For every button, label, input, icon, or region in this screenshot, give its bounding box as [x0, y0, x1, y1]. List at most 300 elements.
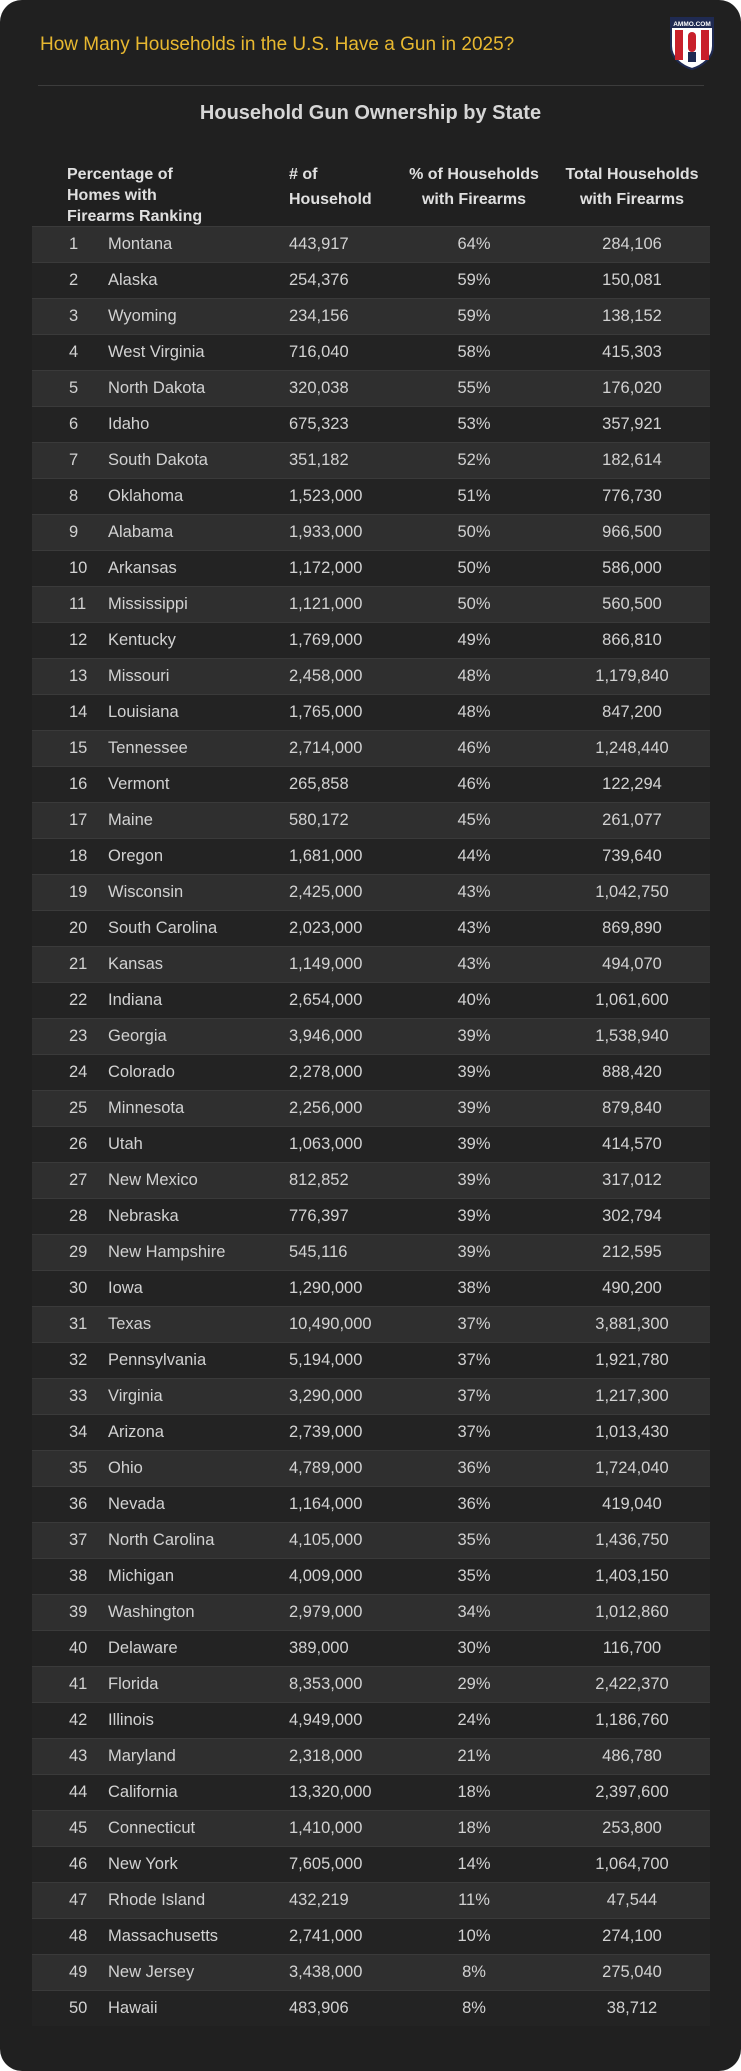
state-cell: Vermont [108, 775, 170, 793]
households-cell: 4,789,000 [289, 1459, 363, 1477]
total-cell: 1,179,840 [595, 667, 669, 685]
households-cell: 432,219 [289, 1891, 349, 1909]
rank-cell: 44 [69, 1783, 88, 1801]
total-cell: 261,077 [602, 811, 662, 829]
total-cell: 212,595 [602, 1243, 662, 1261]
households-cell: 13,320,000 [289, 1783, 372, 1801]
households-cell: 320,038 [289, 379, 349, 397]
rank-cell: 2 [69, 271, 79, 289]
table-row [32, 550, 710, 586]
table-row [32, 910, 710, 946]
table-row [32, 1054, 710, 1090]
total-cell: 182,614 [602, 451, 662, 469]
rank-cell: 10 [69, 559, 88, 577]
households-cell: 2,278,000 [289, 1063, 363, 1081]
total-cell: 1,248,440 [595, 739, 669, 757]
rank-cell: 38 [69, 1567, 88, 1585]
state-cell: Arizona [108, 1423, 164, 1441]
percent-cell: 14% [457, 1855, 491, 1873]
state-cell: Connecticut [108, 1819, 196, 1837]
rank-cell: 21 [69, 955, 88, 973]
percent-cell: 39% [457, 1171, 491, 1189]
total-cell: 419,040 [602, 1495, 662, 1513]
total-cell: 586,000 [602, 559, 662, 577]
households-cell: 2,023,000 [289, 919, 363, 937]
total-cell: 1,403,150 [595, 1567, 669, 1585]
percent-cell: 37% [457, 1423, 491, 1441]
table-row [32, 838, 710, 874]
state-cell: New York [108, 1855, 178, 1873]
rank-cell: 4 [69, 343, 79, 361]
percent-cell: 37% [457, 1351, 491, 1369]
households-cell: 545,116 [289, 1243, 348, 1261]
rank-cell: 50 [69, 1999, 88, 2017]
table-row [32, 1522, 710, 1558]
percent-cell: 35% [457, 1531, 491, 1549]
percent-cell: 55% [457, 379, 491, 397]
table-row [32, 1558, 710, 1594]
table-row [32, 406, 710, 442]
state-cell: Indiana [108, 991, 163, 1009]
rank-cell: 49 [69, 1963, 88, 1981]
percent-cell: 39% [457, 1063, 491, 1081]
rank-cell: 15 [69, 739, 88, 757]
percent-cell: 34% [457, 1603, 491, 1621]
rank-cell: 8 [69, 487, 79, 505]
households-cell: 2,739,000 [289, 1423, 363, 1441]
state-cell: Michigan [108, 1567, 175, 1585]
state-cell: Louisiana [108, 703, 179, 721]
state-cell: Florida [108, 1675, 159, 1693]
total-cell: 847,200 [602, 703, 662, 721]
total-cell: 302,794 [602, 1207, 662, 1225]
total-cell: 138,152 [602, 307, 662, 325]
state-cell: Massachusetts [108, 1927, 219, 1945]
households-cell: 2,256,000 [289, 1099, 363, 1117]
state-cell: Alabama [108, 523, 174, 541]
households-cell: 2,425,000 [289, 883, 363, 901]
table-row [32, 1090, 710, 1126]
households-cell: 265,858 [289, 775, 349, 793]
rank-cell: 27 [69, 1171, 88, 1189]
households-cell: 2,458,000 [289, 667, 363, 685]
table-row [32, 1594, 710, 1630]
table-row [32, 442, 710, 478]
table-row [32, 1198, 710, 1234]
households-cell: 1,523,000 [289, 487, 363, 505]
total-cell: 560,500 [602, 595, 662, 613]
table-row [32, 1702, 710, 1738]
total-cell: 38,712 [606, 1999, 658, 2017]
state-cell: California [108, 1783, 178, 1801]
rank-cell: 35 [69, 1459, 88, 1477]
rank-cell: 36 [69, 1495, 88, 1513]
state-cell: Rhode Island [108, 1891, 206, 1909]
state-cell: South Carolina [108, 919, 218, 937]
state-cell: Wyoming [108, 307, 177, 325]
percent-cell: 38% [457, 1279, 491, 1297]
percent-cell: 43% [457, 919, 491, 937]
households-cell: 3,290,000 [289, 1387, 363, 1405]
state-cell: Oklahoma [108, 487, 184, 505]
total-cell: 415,303 [602, 343, 662, 361]
rank-cell: 47 [69, 1891, 88, 1909]
rank-cell: 41 [69, 1675, 88, 1693]
state-cell: Illinois [108, 1711, 154, 1729]
households-cell: 2,714,000 [289, 739, 363, 757]
state-cell: Virginia [108, 1387, 163, 1405]
rank-cell: 25 [69, 1099, 88, 1117]
households-cell: 776,397 [289, 1207, 349, 1225]
rank-cell: 30 [69, 1279, 88, 1297]
state-cell: Nevada [108, 1495, 165, 1513]
households-cell: 4,105,000 [289, 1531, 363, 1549]
table-row [32, 1018, 710, 1054]
rank-cell: 9 [69, 523, 79, 541]
percent-cell: 36% [457, 1495, 491, 1513]
state-cell: Hawaii [108, 1999, 158, 2017]
rank-cell: 23 [69, 1027, 88, 1045]
total-cell: 317,012 [602, 1171, 662, 1189]
rank-cell: 1 [69, 235, 79, 253]
total-cell: 3,881,300 [595, 1315, 669, 1333]
total-cell: 1,042,750 [595, 883, 669, 901]
total-cell: 1,061,600 [595, 991, 669, 1009]
column-header-ranking-line: Percentage of [67, 166, 173, 183]
total-cell: 47,544 [606, 1891, 658, 1909]
state-cell: Washington [108, 1603, 195, 1621]
table-row [32, 1342, 710, 1378]
table-row [32, 1378, 710, 1414]
households-cell: 8,353,000 [289, 1675, 363, 1693]
percent-cell: 30% [457, 1639, 491, 1657]
rank-cell: 24 [69, 1063, 88, 1081]
percent-cell: 64% [457, 235, 491, 253]
state-cell: Oregon [108, 847, 164, 865]
table-row [32, 514, 710, 550]
rank-cell: 45 [69, 1819, 88, 1837]
state-cell: West Virginia [108, 343, 205, 361]
state-cell: Iowa [108, 1279, 143, 1297]
total-cell: 879,840 [602, 1099, 662, 1117]
rank-cell: 12 [69, 631, 88, 649]
households-cell: 1,149,000 [289, 955, 363, 973]
table-row [32, 982, 710, 1018]
percent-cell: 50% [457, 559, 491, 577]
table-row [32, 298, 710, 334]
table-row [32, 694, 710, 730]
total-cell: 275,040 [602, 1963, 662, 1981]
total-cell: 1,921,780 [595, 1351, 669, 1369]
column-header-total-line: with Firearms [579, 191, 685, 208]
state-cell: Pennsylvania [108, 1351, 207, 1369]
rank-cell: 18 [69, 847, 88, 865]
total-cell: 486,780 [602, 1747, 662, 1765]
state-cell: Ohio [108, 1459, 143, 1477]
percent-cell: 29% [457, 1675, 491, 1693]
households-cell: 2,318,000 [289, 1747, 363, 1765]
table-row [32, 1774, 710, 1810]
state-cell: Tennessee [108, 739, 188, 757]
households-cell: 3,438,000 [289, 1963, 363, 1981]
logo-text: AMMO.COM [673, 21, 711, 28]
table-row [32, 1918, 710, 1954]
column-header-percent-line: with Firearms [421, 191, 527, 208]
percent-cell: 43% [457, 883, 491, 901]
percent-cell: 39% [457, 1135, 491, 1153]
rank-cell: 40 [69, 1639, 88, 1657]
percent-cell: 48% [457, 667, 491, 685]
total-cell: 357,921 [602, 415, 662, 433]
state-cell: Georgia [108, 1027, 167, 1045]
percent-cell: 40% [457, 991, 491, 1009]
table-row [32, 370, 710, 406]
percent-cell: 18% [457, 1819, 491, 1837]
households-cell: 4,949,000 [289, 1711, 363, 1729]
percent-cell: 53% [457, 415, 491, 433]
households-cell: 1,164,000 [289, 1495, 363, 1513]
rank-cell: 19 [69, 883, 88, 901]
percent-cell: 8% [462, 1963, 486, 1981]
households-cell: 483,906 [289, 1999, 349, 2017]
table-row [32, 1414, 710, 1450]
percent-cell: 46% [457, 739, 491, 757]
table-row [32, 874, 710, 910]
total-cell: 176,020 [602, 379, 662, 397]
column-header-total [552, 164, 712, 210]
state-cell: Texas [108, 1315, 152, 1333]
table-row [32, 1450, 710, 1486]
rank-cell: 37 [69, 1531, 88, 1549]
percent-cell: 50% [457, 523, 491, 541]
total-cell: 1,012,860 [595, 1603, 669, 1621]
table-row [32, 1630, 710, 1666]
total-cell: 2,422,370 [595, 1675, 669, 1693]
table-row [32, 334, 710, 370]
state-cell: Wisconsin [108, 883, 184, 901]
total-cell: 1,724,040 [595, 1459, 669, 1477]
households-cell: 1,769,000 [289, 631, 363, 649]
total-cell: 1,013,430 [595, 1423, 669, 1441]
percent-cell: 46% [457, 775, 491, 793]
rank-cell: 43 [69, 1747, 88, 1765]
column-header-total-line: Total Households [565, 166, 699, 183]
percent-cell: 37% [457, 1315, 491, 1333]
households-cell: 10,490,000 [289, 1315, 372, 1333]
state-cell: Mississippi [108, 595, 188, 613]
total-cell: 494,070 [602, 955, 662, 973]
table-row [32, 1846, 710, 1882]
households-cell: 675,323 [289, 415, 349, 433]
total-cell: 274,100 [602, 1927, 662, 1945]
rank-cell: 48 [69, 1927, 88, 1945]
table-row [32, 586, 710, 622]
state-cell: North Dakota [108, 379, 206, 397]
households-cell: 580,172 [289, 811, 349, 829]
rank-cell: 46 [69, 1855, 88, 1873]
state-cell: Montana [108, 235, 173, 253]
households-cell: 7,605,000 [289, 1855, 363, 1873]
total-cell: 2,397,600 [595, 1783, 669, 1801]
table-row [32, 658, 710, 694]
households-cell: 5,194,000 [289, 1351, 363, 1369]
households-cell: 443,917 [289, 235, 349, 253]
table-row [32, 1306, 710, 1342]
rank-cell: 29 [69, 1243, 88, 1261]
rank-cell: 17 [69, 811, 88, 829]
percent-cell: 39% [457, 1027, 491, 1045]
state-cell: New Jersey [108, 1963, 195, 1981]
households-cell: 1,410,000 [289, 1819, 363, 1837]
table-row [32, 766, 710, 802]
percent-cell: 49% [457, 631, 491, 649]
table-row [32, 1126, 710, 1162]
total-cell: 866,810 [602, 631, 662, 649]
percent-cell: 39% [457, 1207, 491, 1225]
percent-cell: 24% [457, 1711, 491, 1729]
rank-cell: 42 [69, 1711, 88, 1729]
state-cell: Minnesota [108, 1099, 185, 1117]
column-header-ranking [67, 164, 202, 227]
rank-cell: 11 [69, 595, 87, 613]
percent-cell: 51% [457, 487, 491, 505]
state-cell: North Carolina [108, 1531, 215, 1549]
households-cell: 1,933,000 [289, 523, 363, 541]
rank-cell: 34 [69, 1423, 88, 1441]
rank-cell: 13 [69, 667, 88, 685]
rank-cell: 32 [69, 1351, 88, 1369]
percent-cell: 21% [457, 1747, 491, 1765]
table-row [32, 1738, 710, 1774]
state-cell: Delaware [108, 1639, 178, 1657]
table-row [32, 1234, 710, 1270]
households-cell: 1,681,000 [289, 847, 363, 865]
rank-cell: 5 [69, 379, 79, 397]
table-row [32, 1882, 710, 1918]
percent-cell: 36% [457, 1459, 491, 1477]
table-row [32, 1270, 710, 1306]
rank-cell: 14 [69, 703, 88, 721]
ownership-table [32, 226, 710, 2026]
percent-cell: 45% [457, 811, 491, 829]
state-cell: Alaska [108, 271, 158, 289]
total-cell: 1,436,750 [595, 1531, 669, 1549]
total-cell: 966,500 [602, 523, 662, 541]
table-row [32, 1666, 710, 1702]
table-row [32, 802, 710, 838]
households-cell: 234,156 [289, 307, 349, 325]
table-row [32, 1486, 710, 1522]
percent-cell: 59% [457, 307, 491, 325]
rank-cell: 3 [69, 307, 79, 325]
state-cell: Maine [108, 811, 153, 829]
total-cell: 739,640 [602, 847, 662, 865]
rank-cell: 16 [69, 775, 88, 793]
state-cell: Utah [108, 1135, 143, 1153]
households-cell: 3,946,000 [289, 1027, 363, 1045]
total-cell: 414,570 [602, 1135, 662, 1153]
households-cell: 4,009,000 [289, 1567, 363, 1585]
percent-cell: 37% [457, 1387, 491, 1405]
column-header-ranking-line: Firearms Ranking [67, 208, 203, 225]
percent-cell: 10% [457, 1927, 491, 1945]
total-cell: 116,700 [602, 1639, 662, 1657]
total-cell: 1,064,700 [595, 1855, 669, 1873]
rank-cell: 31 [69, 1315, 88, 1333]
percent-cell: 39% [457, 1099, 491, 1117]
households-cell: 351,182 [289, 451, 349, 469]
rank-cell: 20 [69, 919, 88, 937]
rank-cell: 26 [69, 1135, 88, 1153]
percent-cell: 50% [457, 595, 491, 613]
table-row [32, 478, 710, 514]
table-row [32, 730, 710, 766]
total-cell: 888,420 [602, 1063, 662, 1081]
percent-cell: 39% [457, 1243, 491, 1261]
column-header-ranking-line: Homes with [67, 187, 157, 204]
state-cell: Arkansas [108, 559, 177, 577]
percent-cell: 35% [457, 1567, 491, 1585]
state-cell: New Hampshire [108, 1243, 226, 1261]
total-cell: 1,538,940 [595, 1027, 669, 1045]
rank-cell: 7 [69, 451, 79, 469]
percent-cell: 43% [457, 955, 491, 973]
ammo-logo-icon [668, 16, 716, 70]
households-cell: 1,121,000 [289, 595, 363, 613]
table-title: Household Gun Ownership by State [199, 102, 542, 124]
state-cell: Missouri [108, 667, 170, 685]
table-row [32, 262, 710, 298]
column-header-households [289, 164, 372, 210]
state-cell: Kentucky [108, 631, 176, 649]
percent-cell: 8% [462, 1999, 486, 2017]
percent-cell: 11% [458, 1891, 490, 1909]
percent-cell: 44% [457, 847, 491, 865]
table-row [32, 1954, 710, 1990]
state-cell: South Dakota [108, 451, 208, 469]
total-cell: 253,800 [602, 1819, 662, 1837]
state-cell: New Mexico [108, 1171, 198, 1189]
state-cell: Kansas [108, 955, 164, 973]
total-cell: 284,106 [602, 235, 662, 253]
households-cell: 1,172,000 [289, 559, 363, 577]
state-cell: Idaho [108, 415, 150, 433]
households-cell: 389,000 [289, 1639, 349, 1657]
percent-cell: 48% [457, 703, 491, 721]
column-header-percent [405, 164, 543, 210]
percent-cell: 18% [457, 1783, 491, 1801]
total-cell: 490,200 [602, 1279, 662, 1297]
state-cell: Maryland [108, 1747, 176, 1765]
households-cell: 2,979,000 [289, 1603, 363, 1621]
households-cell: 2,654,000 [289, 991, 363, 1009]
rank-cell: 33 [69, 1387, 88, 1405]
rank-cell: 39 [69, 1603, 88, 1621]
households-cell: 1,290,000 [289, 1279, 363, 1297]
households-cell: 254,376 [289, 271, 349, 289]
table-row [32, 1162, 710, 1198]
table-row [32, 226, 710, 262]
table-row [32, 1810, 710, 1846]
households-cell: 2,741,000 [289, 1927, 363, 1945]
total-cell: 869,890 [602, 919, 662, 937]
page-title: How Many Households in the U.S. Have a Gun in 2025? [40, 34, 515, 55]
column-header-households-line: # of [289, 166, 318, 183]
total-cell: 150,081 [602, 271, 662, 289]
households-cell: 1,063,000 [289, 1135, 363, 1153]
total-cell: 1,186,760 [595, 1711, 669, 1729]
households-cell: 812,852 [289, 1171, 349, 1189]
